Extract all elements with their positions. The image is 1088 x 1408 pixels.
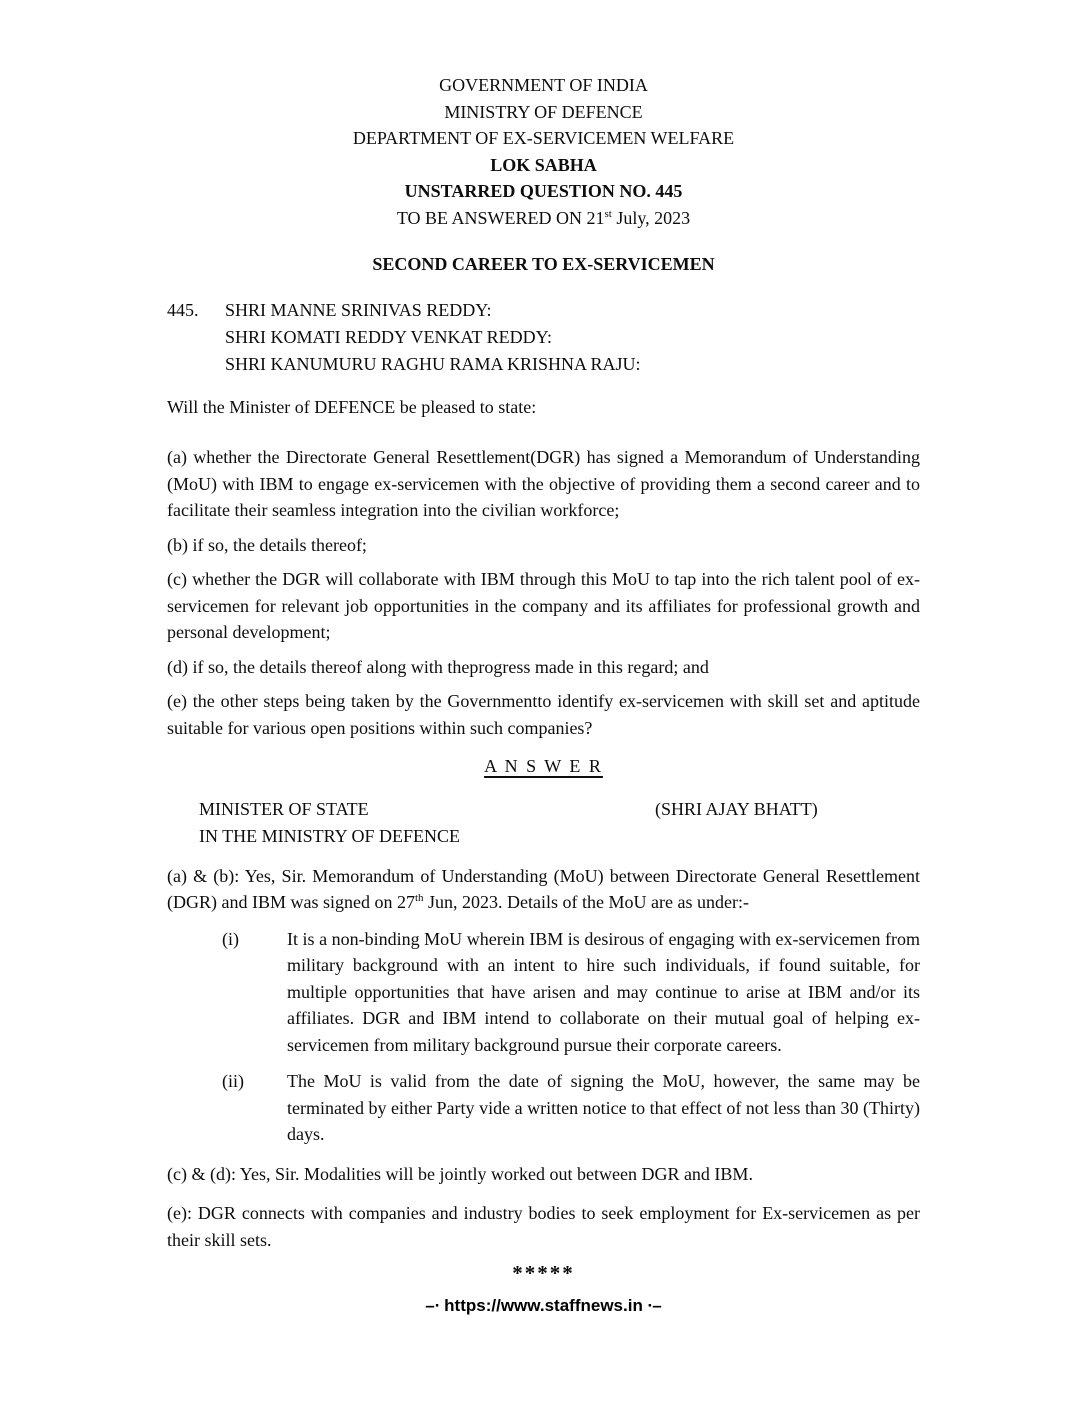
question-number: 445.	[167, 299, 199, 320]
question-part-c: (c) whether the DGR will collaborate with IBM through this MoU to tap into the rich talent pool of ex-servicemen for relevant job opportunities in the company and its affiliates for professional growth and personal development;	[167, 569, 920, 642]
member-list	[225, 297, 920, 378]
ordinal-superscript: st	[604, 207, 612, 220]
question-part-a: (a) whether the Directorate General Resettlement(DGR) has signed a Memorandum of Understanding (MoU) with IBM to engage ex-servicemen with the objective of providing them a second career and to facilitate their seamless integration into the civilian workforce;	[167, 447, 920, 520]
minister-block	[167, 796, 920, 850]
house-heading: LOK SABHA	[490, 154, 597, 175]
answer-heading: A N S W E R	[484, 756, 603, 776]
ordinal-superscript: th	[414, 892, 424, 904]
member-name: SHRI KANUMURU RAGHU RAMA KRISHNA RAJU:	[225, 353, 641, 374]
question-intro: Will the Minister of DEFENCE be pleased to state:	[167, 396, 537, 417]
question-part-b: (b) if so, the details thereof;	[167, 534, 367, 555]
govt-of-india-heading: GOVERNMENT OF INDIA	[439, 75, 648, 95]
answer-item-ii	[222, 1068, 920, 1148]
minister-title-row	[167, 796, 920, 823]
url-text: https://www.staffnews.in	[444, 1295, 643, 1315]
item-text: The MoU is valid from the date of signing the MoU, however, the same may be terminated by either Party vide a written notice to that effect of not less than 30 (Thirty) days.	[287, 1071, 920, 1144]
answer-para-ab: (a) & (b): Yes, Sir. Memorandum of Understanding (MoU) between Directorate General Resettlement (DGR) and IBM was signed on 27th Jun, 2023. Details of the MoU are as under:-	[167, 865, 920, 912]
question-number-heading: UNSTARRED QUESTION NO. 445	[404, 181, 683, 201]
watermark-url	[167, 1293, 920, 1320]
question-part-d: (d) if so, the details thereof along with theprogress made in this regard; and	[167, 656, 709, 677]
answer-item-i	[222, 926, 920, 1059]
minister-title-line2: IN THE MINISTRY OF DEFENCE	[199, 825, 461, 846]
minister-title-row-2	[167, 823, 920, 850]
subject-title: SECOND CAREER TO EX-SERVICEMEN	[372, 254, 715, 274]
item-label: (i)	[222, 928, 239, 949]
question-members-block	[167, 297, 920, 378]
answer-para-e: (e): DGR connects with companies and industry bodies to seek employment for Ex-servicemen as per their skill sets.	[167, 1203, 920, 1250]
member-name: SHRI MANNE SRINIVAS REDDY:	[225, 299, 492, 320]
closing-stars: *****	[512, 1261, 575, 1285]
item-label: (ii)	[222, 1071, 244, 1091]
minister-name: (SHRI AJAY BHATT)	[655, 798, 818, 819]
member-name: SHRI KOMATI REDDY VENKAT REDDY:	[225, 326, 553, 347]
ministry-heading: MINISTRY OF DEFENCE	[444, 101, 643, 122]
answer-para-cd: (c) & (d): Yes, Sir. Modalities will be jointly worked out between DGR and IBM.	[167, 1163, 753, 1184]
department-heading: DEPARTMENT OF EX-SERVICEMEN WELFARE	[352, 128, 735, 148]
answer-date-line: TO BE ANSWERED ON 21st July, 2023	[396, 207, 691, 228]
question-part-e: (e) the other steps being taken by the Governmentto identify ex-servicemen with skill set and aptitude suitable for various open positions within such companies?	[167, 691, 920, 738]
url-decoration-left: –∙	[425, 1295, 445, 1315]
minister-title: MINISTER OF STATE	[199, 798, 369, 819]
item-text: It is a non-binding MoU wherein IBM is desirous of engaging with ex-servicemen from military background with an intent to hire such individuals, if found suitable, for multiple opportunities that have arisen and may continue to arise at IBM and/or its affiliates. DGR and IBM intend to collaborate on their mutual goal of helping ex-servicemen from military background pursue their corporate careers.	[287, 928, 920, 1055]
url-decoration-right: ∙–	[642, 1295, 662, 1315]
